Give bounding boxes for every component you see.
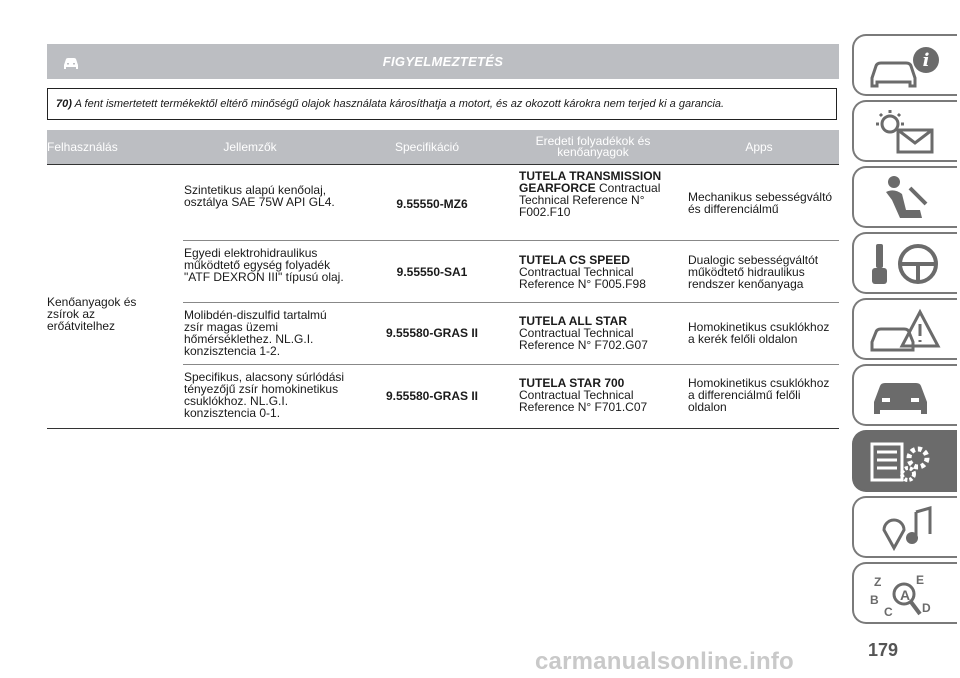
characteristics-cell: Molibdén-diszulfid tartalmú zsír magas üzemi hőmérséklethez. NL.G.I. konzisztencia 1-2. bbox=[184, 308, 327, 358]
fluid-reference: Contractual Technical Reference N° F005.F98 bbox=[519, 265, 646, 291]
fluid-name: TUTELA TRANSMISSION GEARFORCE bbox=[519, 169, 662, 195]
spec-cell: 9.55550-MZ6 bbox=[396, 197, 468, 211]
fluid-name: TUTELA STAR 700 bbox=[519, 376, 625, 390]
car-maintenance-icon bbox=[866, 372, 946, 420]
fluid-reference: Contractual Technical Reference N° F002.F10 bbox=[519, 181, 661, 219]
watermark: carmanualsonline.info bbox=[535, 648, 794, 675]
spec-cell: 9.55580-GRAS II bbox=[385, 326, 479, 340]
svg-text:D: D bbox=[922, 601, 931, 615]
note-number: 70) bbox=[56, 98, 72, 110]
svg-text:C: C bbox=[884, 605, 893, 618]
chapter-tabs bbox=[852, 0, 960, 678]
spec-cell: 9.55580-GRAS II bbox=[385, 389, 479, 403]
usage-cell: Kenőanyagok és zsírok az erőátvitelhez bbox=[47, 295, 137, 333]
warning-note bbox=[47, 88, 837, 120]
note-text: A fent ismertetett termékektől eltérő minőségű olajok használata károsíthatja a motort, és az okozott károkra nem terjed ki a garancia. bbox=[74, 98, 725, 110]
tab-emergency[interactable] bbox=[852, 298, 957, 360]
characteristics-cell: Specifikus, alacsony súrlódási tényezőjű zsír homokinetikus csuklókhoz. NL.G.I. konzisztencia 0-1. bbox=[184, 370, 345, 420]
warning-lights-icon bbox=[866, 108, 946, 156]
fluid-reference: Contractual Technical Reference N° F701.C07 bbox=[519, 388, 648, 414]
warning-title: FIGYELMEZTETÉS bbox=[382, 54, 504, 69]
tab-starting-driving[interactable] bbox=[852, 232, 957, 294]
header-apps: Apps bbox=[745, 139, 773, 154]
tab-multimedia[interactable] bbox=[852, 496, 957, 558]
row-divider bbox=[183, 364, 839, 365]
multimedia-icon bbox=[866, 504, 946, 552]
apps-cell: Homokinetikus csuklókhoz a kerék felőli oldalon bbox=[688, 320, 830, 346]
car-info-icon bbox=[866, 42, 946, 90]
table-bottom-line bbox=[47, 428, 839, 429]
fluid-cell bbox=[519, 170, 671, 218]
tab-maintenance[interactable] bbox=[852, 364, 957, 426]
fluid-reference: Contractual Technical Reference N° F702.G07 bbox=[519, 326, 648, 352]
header-fluids: Eredeti folyadékok és kenőanyagok bbox=[535, 134, 651, 159]
fluid-cell bbox=[519, 377, 671, 413]
svg-text:B: B bbox=[870, 593, 879, 607]
characteristics-cell: Szintetikus alapú kenőolaj, osztálya SAE 75W API GL4. bbox=[184, 183, 335, 209]
fluid-name: TUTELA CS SPEED bbox=[519, 253, 630, 267]
header-characteristics: Jellemzők bbox=[223, 139, 277, 154]
fluid-cell bbox=[519, 315, 671, 351]
technical-data-icon bbox=[866, 438, 946, 486]
header-usage: Felhasználás bbox=[47, 139, 118, 154]
tab-index[interactable] bbox=[852, 562, 957, 624]
characteristics-cell: Egyedi elektrohidraulikus működtető egység folyadék "ATF DEXRON III" típusú olaj. bbox=[184, 246, 344, 284]
fluid-cell bbox=[519, 254, 671, 290]
safety-seat-icon bbox=[866, 174, 946, 222]
tab-technical-data[interactable] bbox=[852, 430, 957, 492]
apps-cell: Dualogic sebességváltót működtető hidraulikus rendszer kenőanyaga bbox=[688, 253, 819, 291]
header-specification: Specifikáció bbox=[394, 139, 460, 154]
key-steering-icon bbox=[866, 240, 946, 288]
svg-text:A: A bbox=[900, 587, 911, 603]
row-divider bbox=[183, 302, 839, 303]
breakdown-icon bbox=[866, 306, 946, 354]
tab-car-info[interactable] bbox=[852, 34, 957, 96]
svg-text:i: i bbox=[922, 50, 930, 71]
tab-warning-lights[interactable] bbox=[852, 100, 957, 162]
index-icon bbox=[866, 570, 946, 618]
fluid-name: TUTELA ALL STAR bbox=[519, 314, 627, 328]
table-header bbox=[47, 130, 839, 164]
row-divider bbox=[183, 240, 839, 241]
tab-safety[interactable] bbox=[852, 166, 957, 228]
header-divider bbox=[47, 164, 839, 165]
spec-cell: 9.55550-SA1 bbox=[396, 265, 468, 279]
apps-cell: Homokinetikus csuklókhoz a differenciálmű felőli oldalon bbox=[688, 376, 830, 414]
page-number: 179 bbox=[868, 640, 899, 660]
svg-text:E: E bbox=[916, 573, 925, 587]
svg-text:Z: Z bbox=[874, 575, 882, 589]
warning-header bbox=[47, 44, 839, 79]
apps-cell: Mechanikus sebességváltó és differenciálmű bbox=[688, 190, 833, 216]
